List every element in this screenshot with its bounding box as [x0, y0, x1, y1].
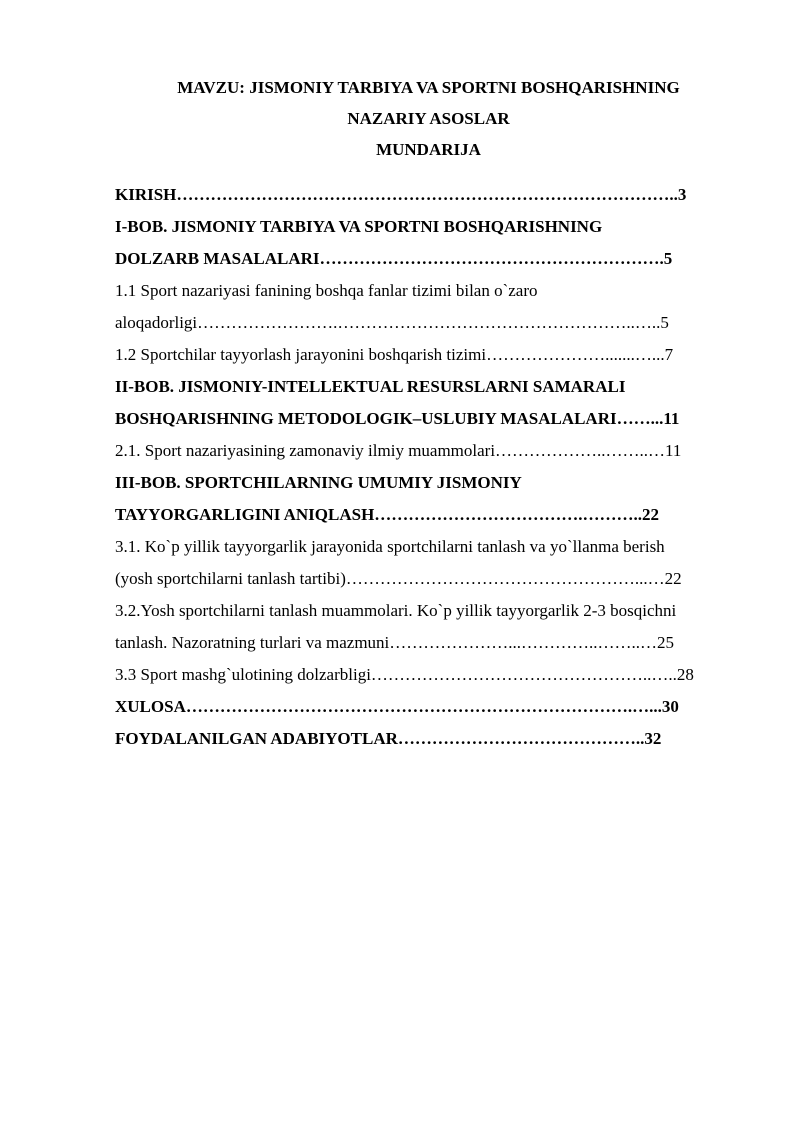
toc-entry-bibliography: FOYDALANILGAN ADABIYOTLAR……………………………………..32 [115, 729, 662, 748]
document-title-line-1: MAVZU: JISMONIY TARBIYA VA SPORTNI BOSHQARISHNING [177, 78, 680, 97]
toc-entry-section-2-1: 2.1. Sport nazariyasining zamonaviy ilmiy muammolari………………..……..…11 [115, 441, 682, 460]
toc-entry-section-1-2: 1.2 Sportchilar tayyorlash jarayonini boshqarish tizimi………………….......…...7 [115, 345, 674, 364]
toc-entry-introduction: KIRISH……………………………………………………………………………..3 [115, 185, 687, 204]
toc-entry-chapter-2-title: II-BOB. JISMONIY-INTELLEKTUAL RESURSLARNI SAMARALI [115, 377, 626, 396]
toc-entry-section-3-1-title: 3.1. Ko`p yillik tayyorgarlik jarayonida sportchilarni tanlash va yo`llanma berish [115, 537, 665, 556]
toc-entry-chapter-3-continuation: TAYYORGARLIGINI ANIQLASH……………………………….………..22 [115, 505, 660, 524]
toc-entry-section-3-1-continuation: (yosh sportchilarni tanlash tartibi)……………………………………………...…22 [115, 569, 682, 588]
document-title-line-2: NAZARIY ASOSLAR [347, 109, 510, 128]
toc-entry-section-1-1-continuation: aloqadorligi…………………….……………………………………………..…..5 [115, 313, 669, 332]
document-page [115, 72, 742, 755]
toc-entry-section-3-3: 3.3 Sport mashg`ulotining dolzarbligi…………………………………………..…..28 [115, 665, 694, 684]
toc-entry-section-1-1-title: 1.1 Sport nazariyasi fanining boshqa fanlar tizimi bilan o`zaro [115, 281, 538, 300]
toc-entry-conclusion: XULOSA…………………………………………………………………….…...30 [115, 697, 679, 716]
toc-entry-chapter-1-title: I-BOB. JISMONIY TARBIYA VA SPORTNI BOSHQARISHNING [115, 217, 603, 236]
toc-heading: MUNDARIJA [376, 140, 481, 159]
table-of-contents [115, 179, 742, 755]
toc-entry-chapter-1-continuation: DOLZARB MASALALARI…………………………………………………….5 [115, 249, 673, 268]
toc-entry-section-3-2-continuation: tanlash. Nazoratning turlari va mazmuni…………………...…………..……..…25 [115, 633, 675, 652]
toc-entry-chapter-2-continuation: BOSHQARISHNING METODOLOGIK–USLUBIY MASALALARI……...11 [115, 409, 680, 428]
toc-entry-chapter-3-title: III-BOB. SPORTCHILARNING UMUMIY JISMONIY [115, 473, 522, 492]
toc-entry-section-3-2-title: 3.2.Yosh sportchilarni tanlash muammolari. Ko`p yillik tayyorgarlik 2-3 bosqichni [115, 601, 677, 620]
